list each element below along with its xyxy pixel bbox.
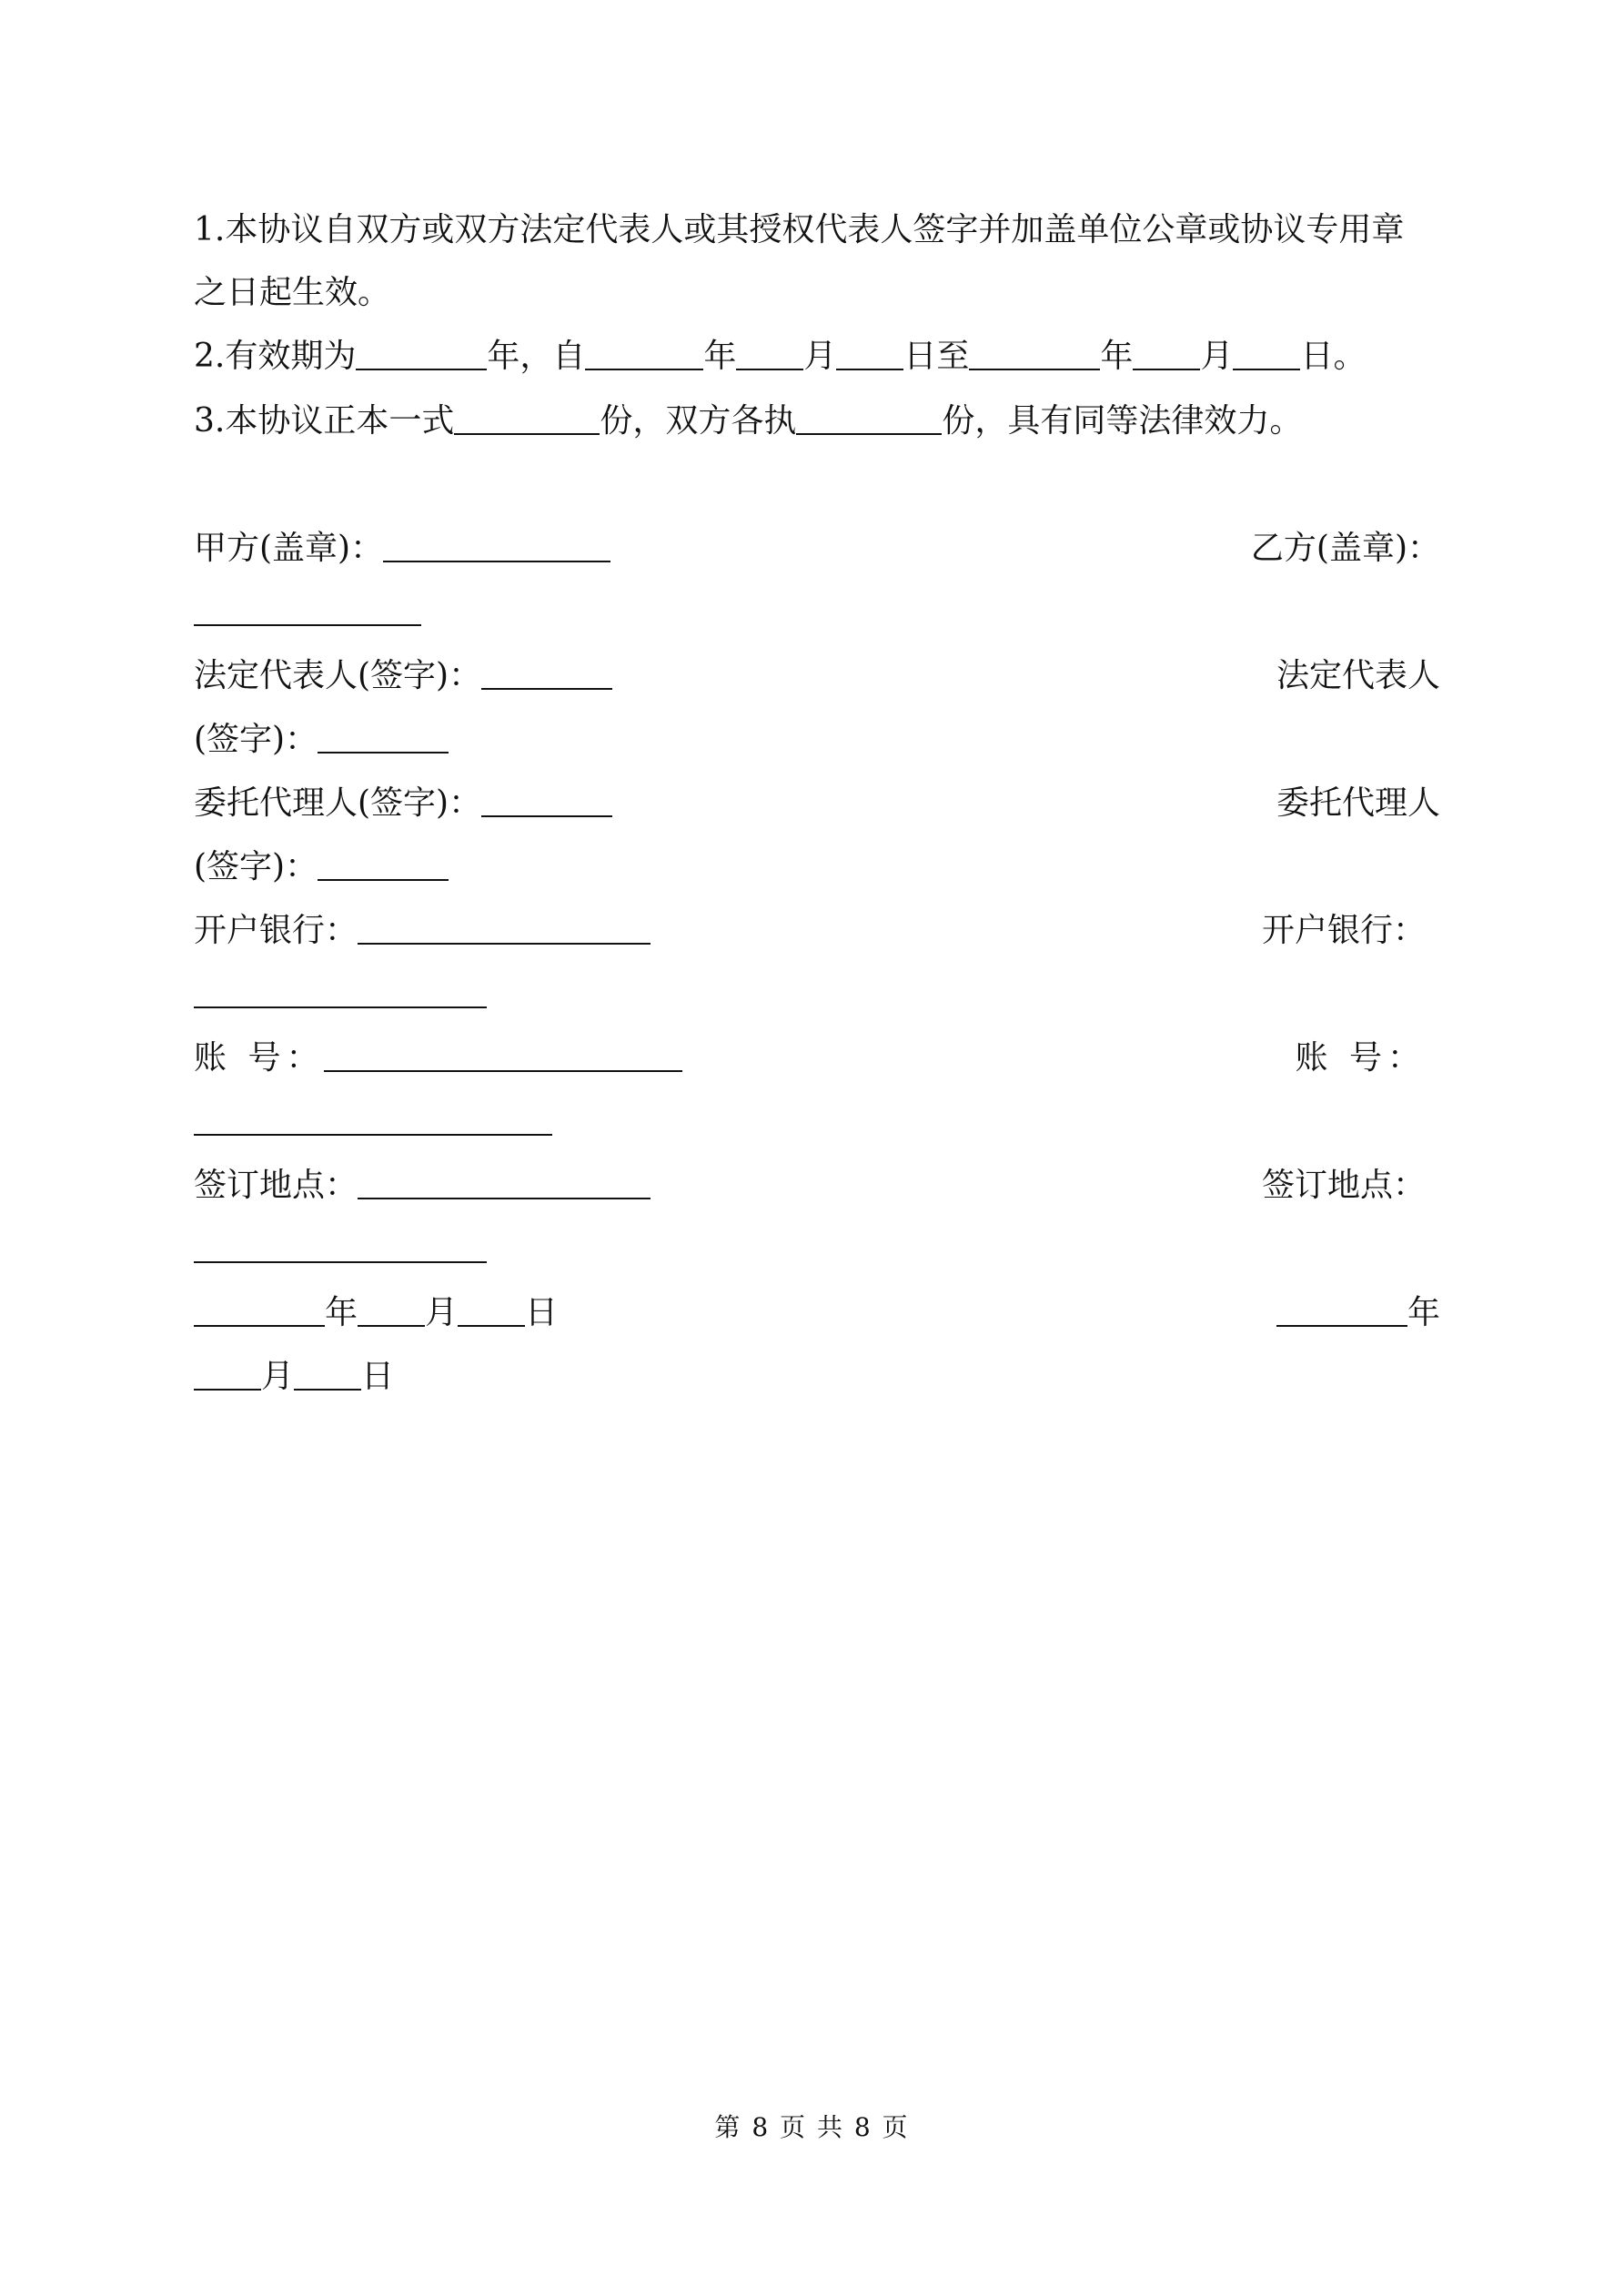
place-b-blank[interactable]: [194, 1229, 487, 1263]
place-b-row: [1262, 1163, 1426, 1209]
party-b-seal-blank-row: [194, 590, 421, 635]
year-label: 年: [325, 1294, 358, 1331]
place-a-label: 签订地点：: [194, 1167, 358, 1204]
end-year-blank[interactable]: [969, 336, 1100, 370]
account-a-row: [194, 1036, 682, 1081]
clause-3-line: [194, 399, 1440, 444]
clause-2-text: 月: [1200, 338, 1234, 375]
clause-3-prefix: 3.本协议正本一式: [194, 402, 455, 440]
bank-b-row: [1262, 908, 1426, 954]
date-b-cont-row: [194, 1354, 394, 1400]
clause-2-prefix: 2.有效期为: [194, 338, 357, 375]
agent-a-label: 委托代理人(签字)：: [194, 784, 482, 822]
month-label: 月: [261, 1358, 295, 1395]
date-a-year-blank[interactable]: [194, 1292, 325, 1327]
legal-rep-a-label: 法定代表人(签字)：: [194, 657, 482, 694]
end-day-blank[interactable]: [1233, 336, 1300, 370]
clause-1-line-2: [194, 270, 1440, 316]
date-b-month-blank[interactable]: [194, 1356, 261, 1391]
place-b-blank-row: [194, 1227, 487, 1272]
bank-b-blank[interactable]: [194, 974, 487, 1008]
agent-b-blank[interactable]: [318, 846, 449, 881]
legal-rep-b-row: [1276, 653, 1440, 699]
clause-2-line: [194, 334, 1440, 379]
clause-3-text: 份，双方各执: [600, 402, 797, 440]
bank-b-label: 开户银行：: [1261, 912, 1426, 949]
clause-1-text-cont: 之日起生效。: [194, 274, 391, 311]
agent-b-sign-label: (签字)：: [194, 848, 318, 885]
legal-rep-a-row: [194, 653, 612, 699]
place-b-label: 签订地点：: [1261, 1167, 1426, 1204]
account-a-label: 账 号：: [194, 1039, 325, 1077]
place-a-blank[interactable]: [358, 1165, 651, 1199]
date-b-year-blank[interactable]: [1276, 1292, 1407, 1327]
copies-total-blank[interactable]: [454, 400, 600, 435]
day-label: 日: [361, 1358, 395, 1395]
legal-rep-b-sign-row: [194, 717, 449, 763]
clause-3-text: 份，具有同等法律效力。: [942, 402, 1303, 440]
date-a-row: [194, 1290, 558, 1336]
validity-years-blank[interactable]: [356, 336, 487, 370]
clause-2-text: 年: [1100, 338, 1134, 375]
date-a-day-blank[interactable]: [458, 1292, 525, 1327]
bank-b-blank-row: [194, 972, 487, 1017]
agent-a-blank[interactable]: [481, 783, 612, 817]
clause-2-text: 日至: [903, 338, 970, 375]
start-year-blank[interactable]: [585, 336, 703, 370]
start-month-blank[interactable]: [736, 336, 803, 370]
date-b-row: [1276, 1290, 1440, 1336]
legal-rep-b-label: 法定代表人: [1276, 657, 1440, 694]
clause-2-text: 月: [803, 338, 837, 375]
legal-rep-b-sign-label: (签字)：: [194, 721, 318, 758]
account-b-blank-row: [194, 1099, 552, 1145]
start-day-blank[interactable]: [836, 336, 903, 370]
agent-b-label: 委托代理人: [1276, 784, 1440, 822]
clause-2-text: 年: [703, 338, 737, 375]
account-b-row: [1296, 1036, 1426, 1081]
clause-1-line-1: [194, 207, 1440, 253]
date-b-day-blank[interactable]: [294, 1356, 361, 1391]
date-a-month-blank[interactable]: [358, 1292, 425, 1327]
bank-a-label: 开户银行：: [194, 912, 358, 949]
page-number-footer: 第 8 页 共 8 页: [714, 2112, 910, 2142]
copies-each-blank[interactable]: [796, 400, 942, 435]
bank-a-row: [194, 908, 651, 954]
party-a-seal-row: [194, 526, 610, 571]
clause-2-text: 年，自: [487, 338, 586, 375]
account-b-blank[interactable]: [194, 1101, 552, 1136]
bank-a-blank[interactable]: [358, 910, 651, 945]
end-month-blank[interactable]: [1133, 336, 1200, 370]
party-a-seal-blank[interactable]: [383, 528, 610, 562]
legal-rep-b-blank[interactable]: [318, 719, 449, 754]
account-a-blank[interactable]: [324, 1037, 682, 1072]
party-b-seal-row: [1251, 526, 1440, 571]
agent-b-sign-row: [194, 845, 449, 890]
account-b-label: 账 号：: [1295, 1039, 1426, 1077]
clause-1-text: 1.本协议自双方或双方法定代表人或其授权代表人签字并加盖单位公章或协议专用章: [194, 211, 1405, 248]
clause-2-text: 日。: [1300, 338, 1367, 375]
party-b-seal-label: 乙方(盖章)：: [1250, 530, 1440, 567]
party-b-seal-blank[interactable]: [194, 592, 421, 626]
day-label: 日: [525, 1294, 559, 1331]
party-a-seal-label: 甲方(盖章)：: [194, 530, 384, 567]
agent-a-row: [194, 781, 612, 826]
agent-b-row: [1276, 781, 1440, 826]
year-label: 年: [1407, 1294, 1440, 1331]
place-a-row: [194, 1163, 651, 1209]
legal-rep-a-blank[interactable]: [481, 655, 612, 690]
month-label: 月: [425, 1294, 459, 1331]
